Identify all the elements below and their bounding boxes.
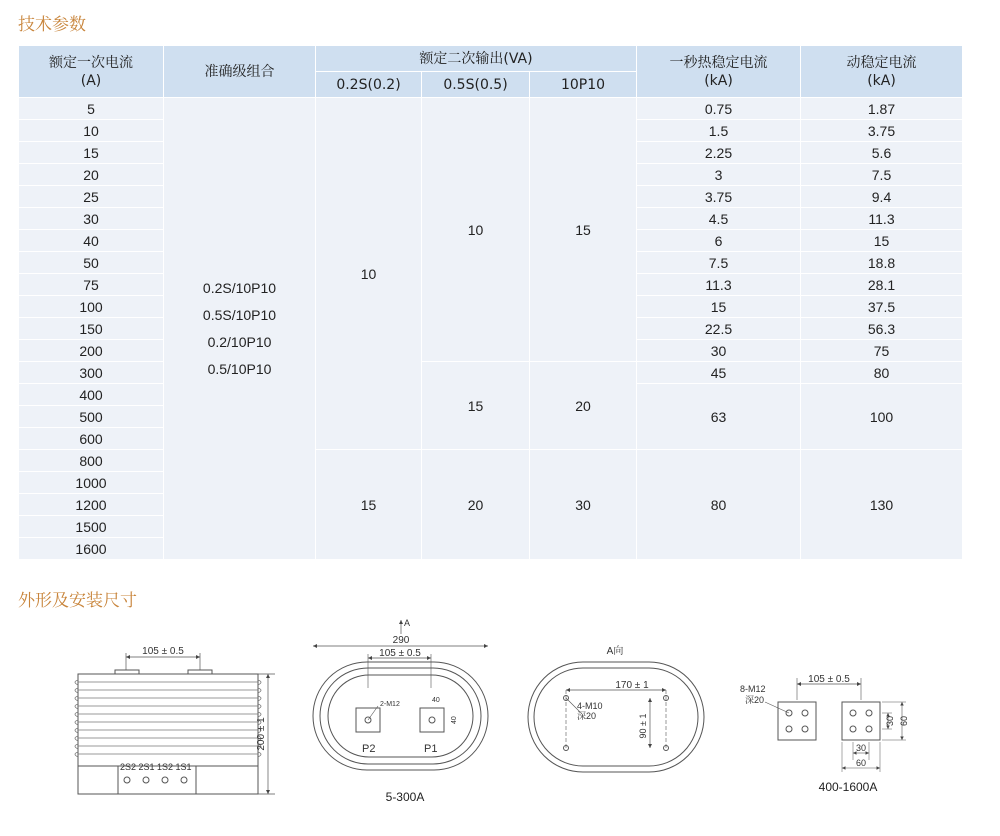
cell-current: 5 bbox=[19, 98, 164, 120]
cell-current: 1500 bbox=[19, 516, 164, 538]
cell-dynamic: 37.5 bbox=[801, 296, 963, 318]
dimension-drawings bbox=[0, 610, 1000, 836]
cell-current: 75 bbox=[19, 274, 164, 296]
dim-105-label: 105 ± 0.5 bbox=[379, 648, 421, 659]
a-view-drawing bbox=[528, 644, 704, 772]
dim-105-label: 105 ± 0.5 bbox=[142, 646, 184, 657]
section-title-dimensions: 外形及安装尺寸 bbox=[18, 591, 137, 611]
m12-label: 2-M12 bbox=[380, 701, 400, 708]
cell-thermal: 45 bbox=[637, 362, 801, 384]
spec-table bbox=[18, 45, 963, 560]
cell-thermal: 15 bbox=[637, 296, 801, 318]
cell-out-10p10: 15 bbox=[530, 98, 637, 362]
header-dynamic: 动稳定电流 (kA) bbox=[801, 46, 963, 98]
cell-thermal: 30 bbox=[637, 340, 801, 362]
header-accuracy: 准确级组合 bbox=[164, 46, 316, 98]
cell-out-10p10: 20 bbox=[530, 362, 637, 450]
cell-current: 20 bbox=[19, 164, 164, 186]
cell-out-0.5s: 20 bbox=[422, 450, 530, 560]
cell-dynamic: 56.3 bbox=[801, 318, 963, 340]
cell-thermal: 3.75 bbox=[637, 186, 801, 208]
cell-dynamic: 15 bbox=[801, 230, 963, 252]
cell-dynamic: 11.3 bbox=[801, 208, 963, 230]
header-secondary-output: 额定二次输出(VA) bbox=[316, 46, 637, 72]
cell-dynamic: 75 bbox=[801, 340, 963, 362]
cell-thermal: 11.3 bbox=[637, 274, 801, 296]
header-0.2s: 0.2S(0.2) bbox=[316, 72, 422, 98]
cell-dynamic: 18.8 bbox=[801, 252, 963, 274]
cell-dynamic: 28.1 bbox=[801, 274, 963, 296]
cell-current: 1600 bbox=[19, 538, 164, 560]
cell-dynamic: 1.87 bbox=[801, 98, 963, 120]
dim-60a-label: 60 bbox=[899, 715, 909, 727]
depth-20-label: 深20 bbox=[577, 711, 597, 721]
dim-40a-label: 40 bbox=[432, 697, 440, 704]
cell-thermal: 7.5 bbox=[637, 252, 801, 274]
cell-current: 15 bbox=[19, 142, 164, 164]
cell-current: 800 bbox=[19, 450, 164, 472]
side-view-drawing bbox=[75, 646, 275, 794]
cell-thermal: 6 bbox=[637, 230, 801, 252]
cell-dynamic: 5.6 bbox=[801, 142, 963, 164]
dim-290-label: 290 bbox=[392, 635, 410, 646]
dim-40b-label: 40 bbox=[451, 716, 458, 724]
header-thermal: 一秒热稳定电流 (kA) bbox=[637, 46, 801, 98]
dim-200-label: 200 ± 1 bbox=[256, 717, 267, 751]
cell-out-0.2s: 15 bbox=[316, 450, 422, 560]
cell-current: 1000 bbox=[19, 472, 164, 494]
dim-30b-label: 30 bbox=[855, 743, 867, 753]
cell-current: 300 bbox=[19, 362, 164, 384]
cell-current: 600 bbox=[19, 428, 164, 450]
m10-label: 4-M10 bbox=[577, 701, 603, 711]
top-view-drawing bbox=[313, 618, 488, 804]
cell-thermal: 3 bbox=[637, 164, 801, 186]
header-10p10: 10P10 bbox=[530, 72, 637, 98]
section-title-specs: 技术参数 bbox=[18, 15, 86, 35]
dim-60b-label: 60 bbox=[855, 758, 867, 768]
dim-170-label: 170 ± 1 bbox=[615, 680, 649, 691]
cell-current: 400 bbox=[19, 384, 164, 406]
cell-current: 30 bbox=[19, 208, 164, 230]
dim-90-label: 90 ± 1 bbox=[638, 713, 648, 739]
header-0.5s: 0.5S(0.5) bbox=[422, 72, 530, 98]
cell-out-0.5s: 10 bbox=[422, 98, 530, 362]
cell-thermal: 80 bbox=[637, 450, 801, 560]
cell-out-10p10: 30 bbox=[530, 450, 637, 560]
cell-dynamic: 130 bbox=[801, 450, 963, 560]
terminal-labels: 2S2 2S1 1S2 1S1 bbox=[120, 762, 192, 772]
cell-thermal: 22.5 bbox=[637, 318, 801, 340]
cell-thermal: 4.5 bbox=[637, 208, 801, 230]
cell-current: 1200 bbox=[19, 494, 164, 516]
cell-current: 500 bbox=[19, 406, 164, 428]
caption-400-1600a: 400-1600A bbox=[818, 780, 878, 794]
arrow-a-label: A bbox=[404, 618, 411, 628]
m12-label: 8-M12 bbox=[740, 684, 766, 694]
p1-label: P1 bbox=[424, 743, 438, 755]
cell-current: 40 bbox=[19, 230, 164, 252]
cell-thermal: 2.25 bbox=[637, 142, 801, 164]
cell-current: 100 bbox=[19, 296, 164, 318]
cell-dynamic: 7.5 bbox=[801, 164, 963, 186]
cell-thermal: 1.5 bbox=[637, 120, 801, 142]
cell-current: 50 bbox=[19, 252, 164, 274]
p2-label: P2 bbox=[362, 743, 376, 755]
dim-105-label: 105 ± 0.5 bbox=[808, 674, 850, 685]
cell-thermal: 0.75 bbox=[637, 98, 801, 120]
cell-current: 200 bbox=[19, 340, 164, 362]
cell-out-0.5s: 15 bbox=[422, 362, 530, 450]
cell-current: 25 bbox=[19, 186, 164, 208]
a-view-title: A向 bbox=[606, 646, 624, 657]
cell-dynamic: 3.75 bbox=[801, 120, 963, 142]
header-rated-primary: 额定一次电流 (A) bbox=[19, 46, 164, 98]
cell-current: 150 bbox=[19, 318, 164, 340]
caption-5-300a: 5-300A bbox=[385, 790, 425, 804]
cell-dynamic: 9.4 bbox=[801, 186, 963, 208]
dim-30a-label: 30 bbox=[885, 715, 895, 727]
cell-dynamic: 80 bbox=[801, 362, 963, 384]
cell-thermal: 63 bbox=[637, 384, 801, 450]
cell-out-0.2s: 10 bbox=[316, 98, 422, 450]
depth-20-label: 深20 bbox=[745, 695, 765, 705]
cell-dynamic: 100 bbox=[801, 384, 963, 450]
cell-accuracy-combos: 0.2S/10P10 0.5S/10P10 0.2/10P10 0.5/10P10 bbox=[164, 98, 316, 560]
cell-current: 10 bbox=[19, 120, 164, 142]
terminal-plates-drawing bbox=[740, 674, 909, 794]
